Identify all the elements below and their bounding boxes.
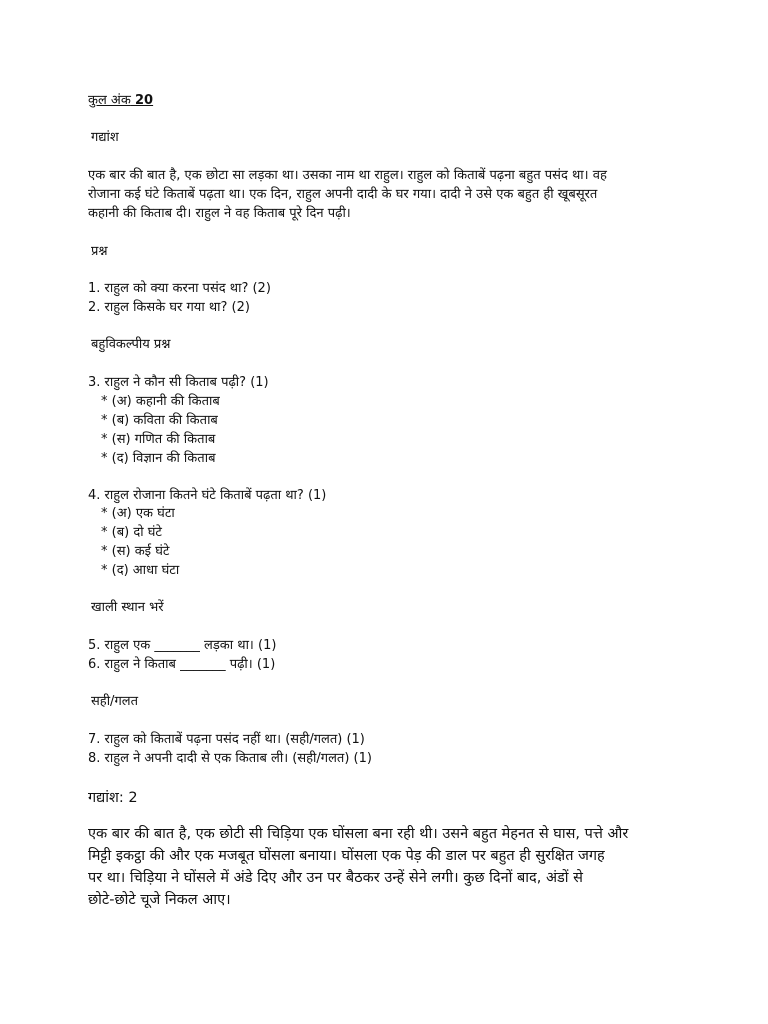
questions-heading: प्रश्न — [91, 244, 108, 259]
passage-1-line: रोजाना कई घंटे किताबें पढ़ता था। एक दिन, राहुल अपनी दादी के घर गया। दादी ने उसे एक बहुत ही खूबसूरत — [88, 187, 598, 202]
question-3-option: * (स) गणित की किताब — [101, 432, 216, 447]
question-1: 1. राहुल को क्या करना पसंद था? (2) — [88, 281, 271, 296]
passage-1-heading: गद्यांश — [91, 130, 119, 145]
question-3-option: * (अ) कहानी की किताब — [101, 394, 220, 409]
question-8: 8. राहुल ने अपनी दादी से एक किताब ली। (सही/गलत) (1) — [88, 751, 372, 766]
question-3-option: * (द) विज्ञान की किताब — [101, 451, 216, 466]
question-4: 4. राहुल रोजाना कितने घंटे किताबें पढ़ता था? (1) — [88, 488, 327, 503]
total-marks-label: कुल अंक — [88, 93, 131, 108]
true-false-heading: सही/गलत — [91, 694, 138, 709]
question-4-option: * (स) कई घंटे — [101, 544, 170, 559]
question-2: 2. राहुल किसके घर गया था? (2) — [88, 300, 250, 315]
question-3-option: * (ब) कविता की किताब — [101, 413, 218, 428]
passage-1-line: एक बार की बात है, एक छोटा सा लड़का था। उसका नाम था राहुल। राहुल को किताबें पढ़ना बहुत पसंद था। वह — [88, 168, 607, 183]
total-marks — [88, 92, 153, 110]
question-4-option: * (द) आधा घंटा — [101, 563, 180, 578]
passage-2-line: एक बार की बात है, एक छोटी सी चिड़िया एक घोंसला बना रही थी। उसने बहुत मेहनत से घास, पत्ते और — [88, 826, 629, 842]
passage-2-line: मिट्टी इकट्ठा की और एक मजबूत घोंसला बनाया। घोंसला एक पेड़ की डाल पर बहुत ही सुरक्षित जगह — [88, 848, 605, 864]
question-3: 3. राहुल ने कौन सी किताब पढ़ी? (1) — [88, 375, 269, 390]
question-7: 7. राहुल को किताबें पढ़ना पसंद नहीं था। (सही/गलत) (1) — [88, 732, 365, 747]
question-4-option: * (अ) एक घंटा — [101, 506, 175, 521]
fill-blanks-heading: खाली स्थान भरें — [91, 600, 164, 615]
question-6: 6. राहुल ने किताब _______ पढ़ी। (1) — [88, 657, 276, 672]
question-4-option: * (ब) दो घंटे — [101, 525, 162, 540]
mcq-heading: बहुविकल्पीय प्रश्न — [91, 337, 171, 352]
passage-2-line: पर था। चिड़िया ने घोंसले में अंडे दिए और उन पर बैठकर उन्हें सेने लगी। कुछ दिनों बाद, अंडों से — [88, 870, 583, 886]
passage-2-line: छोटे-छोटे चूजे निकल आए। — [88, 892, 231, 908]
passage-2-heading: गद्यांश: 2 — [88, 790, 138, 806]
question-5: 5. राहुल एक _______ लड़का था। (1) — [88, 638, 277, 653]
total-marks-value: 20 — [135, 93, 154, 108]
passage-1-line: कहानी की किताब दी। राहुल ने वह किताब पूरे दिन पढ़ी। — [88, 206, 351, 221]
